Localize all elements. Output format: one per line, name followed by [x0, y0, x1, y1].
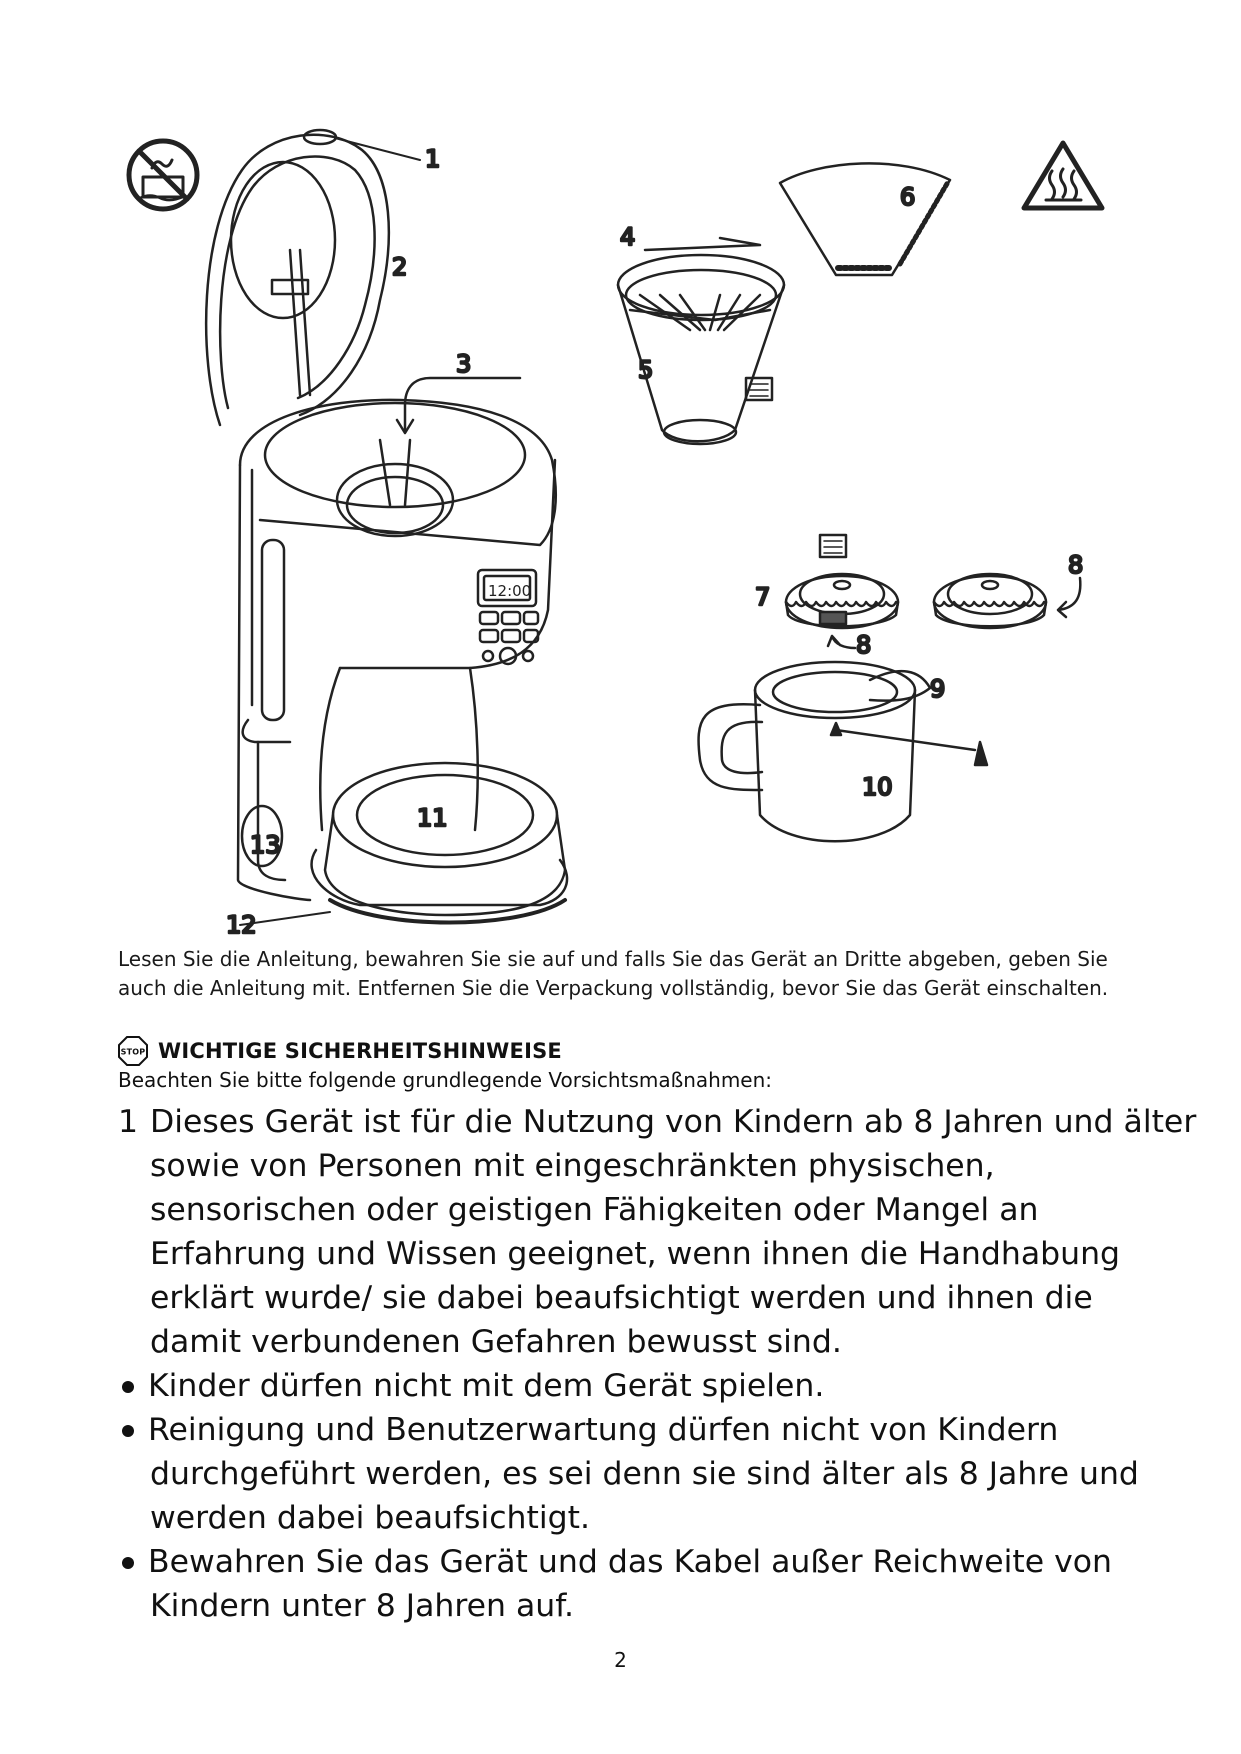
bullet2-line-3: werden dabei beaufsichtigt.: [150, 1500, 590, 1536]
item1-line-2: sowie von Personen mit eingeschränkten physischen,: [150, 1148, 995, 1184]
item1-line-3: sensorischen oder geistigen Fähigkeiten oder Mangel an: [150, 1192, 1039, 1228]
safety-heading: [118, 1036, 562, 1066]
bullet-icon: [122, 1557, 134, 1569]
bullet-item-1: [118, 1364, 1148, 1408]
bullet3-line-1: Bewahren Sie das Gerät und das Kabel außer Reichweite von: [148, 1544, 1112, 1580]
stop-icon-label: STOP: [120, 1047, 146, 1057]
callout-4: 4: [620, 223, 636, 251]
bullet-icon: [122, 1425, 134, 1437]
callout-5: 5: [638, 356, 654, 384]
hot-surface-warning-icon: [1024, 143, 1102, 208]
page-number: 2: [614, 1648, 627, 1672]
bullet-item-3: [118, 1540, 1148, 1628]
bullet3-line-2: Kindern unter 8 Jahren auf.: [150, 1588, 575, 1624]
callout-7: 7: [755, 583, 771, 611]
safety-subheading: Beachten Sie bitte folgende grundlegende Vorsichtsmaßnahmen:: [118, 1068, 773, 1092]
callout-8b: 8: [1068, 551, 1084, 579]
coffee-machine: [206, 130, 567, 923]
callout-9: 9: [930, 675, 946, 703]
callout-8a: 8: [856, 631, 872, 659]
display-readout: 12:00: [488, 582, 532, 600]
bullet-item-2: [118, 1408, 1148, 1540]
instruction-item-1: [118, 1100, 1197, 1364]
paper-filter: [780, 163, 950, 275]
stop-icon: [118, 1036, 148, 1066]
safety-heading-text: WICHTIGE SICHERHEITSHINWEISE: [158, 1039, 562, 1063]
item1-line-6: damit verbundenen Gefahren bewusst sind.: [150, 1324, 842, 1360]
callout-10: 10: [862, 773, 893, 801]
callout-12: 12: [226, 911, 257, 939]
callout-11: 11: [417, 804, 448, 832]
callout-labels: [226, 145, 1083, 939]
item1-line-4: Erfahrung und Wissen geeignet, wenn ihnen die Handhabung: [150, 1236, 1121, 1272]
callout-6: 6: [900, 183, 916, 211]
callout-13: 13: [250, 831, 281, 859]
no-immersion-icon: [129, 141, 197, 209]
intro-paragraph: Lesen Sie die Anleitung, bewahren Sie sie auf und falls Sie das Gerät an Dritte abgeben, geben Sie auch die Anleitung mit. Entfernen Sie die Verpackung vollständig, bevor Sie das Gerät einschalten.: [118, 947, 1109, 1000]
bullet-icon: [122, 1381, 134, 1393]
bullet1-line-1: Kinder dürfen nicht mit dem Gerät spielen.: [148, 1368, 825, 1404]
filter-holder: [618, 238, 784, 444]
item1-line-5: erklärt wurde/ sie dabei beaufsichtigt werden und ihnen die: [150, 1280, 1093, 1316]
item-number: 1: [118, 1104, 139, 1140]
item1-line-1: Dieses Gerät ist für die Nutzung von Kindern ab 8 Jahren und älter: [150, 1104, 1197, 1140]
carafe-lid: [786, 535, 898, 648]
bullet2-line-1: Reinigung und Benutzerwartung dürfen nicht von Kindern: [148, 1412, 1059, 1448]
carafe-lid-alt: [934, 574, 1080, 628]
callout-1: 1: [425, 145, 441, 173]
bullet2-line-2: durchgeführt werden, es sei denn sie sind älter als 8 Jahre und: [150, 1456, 1139, 1492]
callout-2: 2: [392, 253, 408, 281]
callout-3: 3: [456, 350, 472, 378]
